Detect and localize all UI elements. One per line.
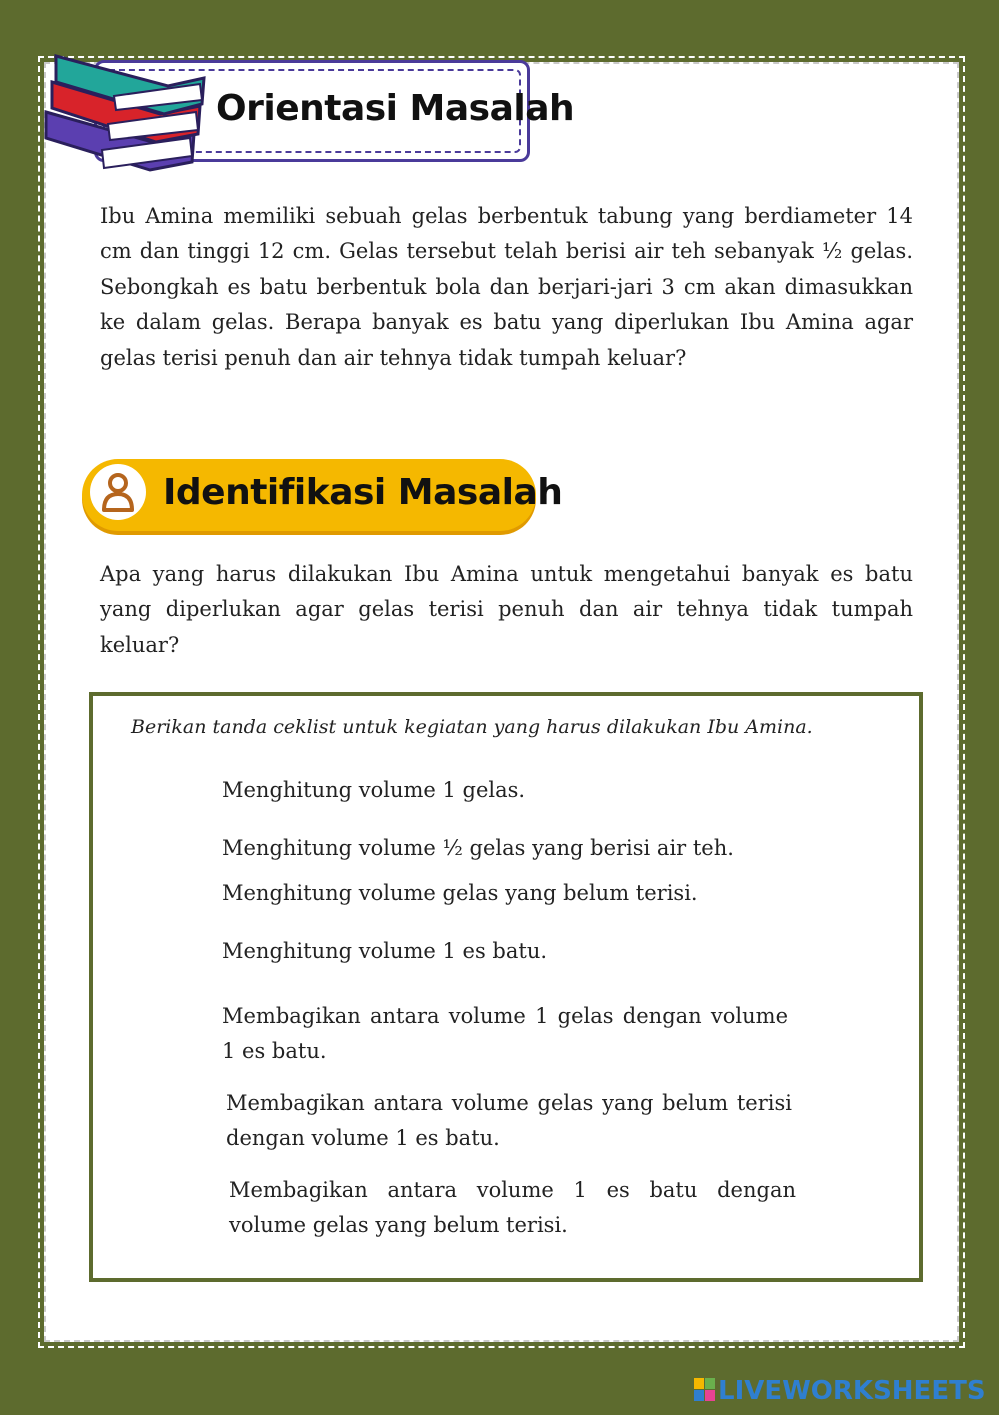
person-icon [98, 470, 138, 514]
liveworksheets-logo-icon [694, 1378, 716, 1402]
books-icon [42, 42, 212, 172]
identification-title: Identifikasi Masalah [163, 472, 563, 513]
checklist-option[interactable]: Membagikan antara volume gelas yang belum terisi dengan volume 1 es batu. [226, 1091, 792, 1150]
orientation-title: Orientasi Masalah [216, 88, 575, 129]
orientation-text: Ibu Amina memiliki sebuah gelas berbentuk tabung yang berdiameter 14 cm dan tinggi 12 cm. Gelas tersebut telah berisi air teh sebanyak ½ gelas. Sebongkah es batu berbentuk bola dan berjari-jari 3 cm akan dimasukkan ke dalam gelas. Berapa banyak es batu yang diperlukan Ibu Amina agar gelas terisi penuh dan air tehnya tidak tumpah keluar? [100, 204, 913, 370]
checklist-option[interactable]: Menghitung volume ½ gelas yang berisi air teh. [222, 836, 734, 860]
checklist-option[interactable]: Menghitung volume gelas yang belum terisi. [222, 881, 698, 905]
checklist-option[interactable]: Menghitung volume 1 gelas. [222, 778, 526, 802]
checklist-instruction: Berikan tanda ceklist untuk kegiatan yang harus dilakukan Ibu Amina. [131, 716, 813, 738]
checklist-option[interactable]: Membagikan antara volume 1 gelas dengan volume 1 es batu. [222, 1004, 788, 1063]
identification-question: Apa yang harus dilakukan Ibu Amina untuk mengetahui banyak es batu yang diperlukan agar gelas terisi penuh dan air tehnya tidak tumpah keluar? [100, 562, 913, 657]
liveworksheets-brand[interactable]: LIVEWORKSHEETS [718, 1376, 986, 1406]
checklist-option[interactable]: Menghitung volume 1 es batu. [222, 939, 548, 963]
checklist-option[interactable]: Membagikan antara volume 1 es batu dengan volume gelas yang belum terisi. [229, 1178, 796, 1237]
